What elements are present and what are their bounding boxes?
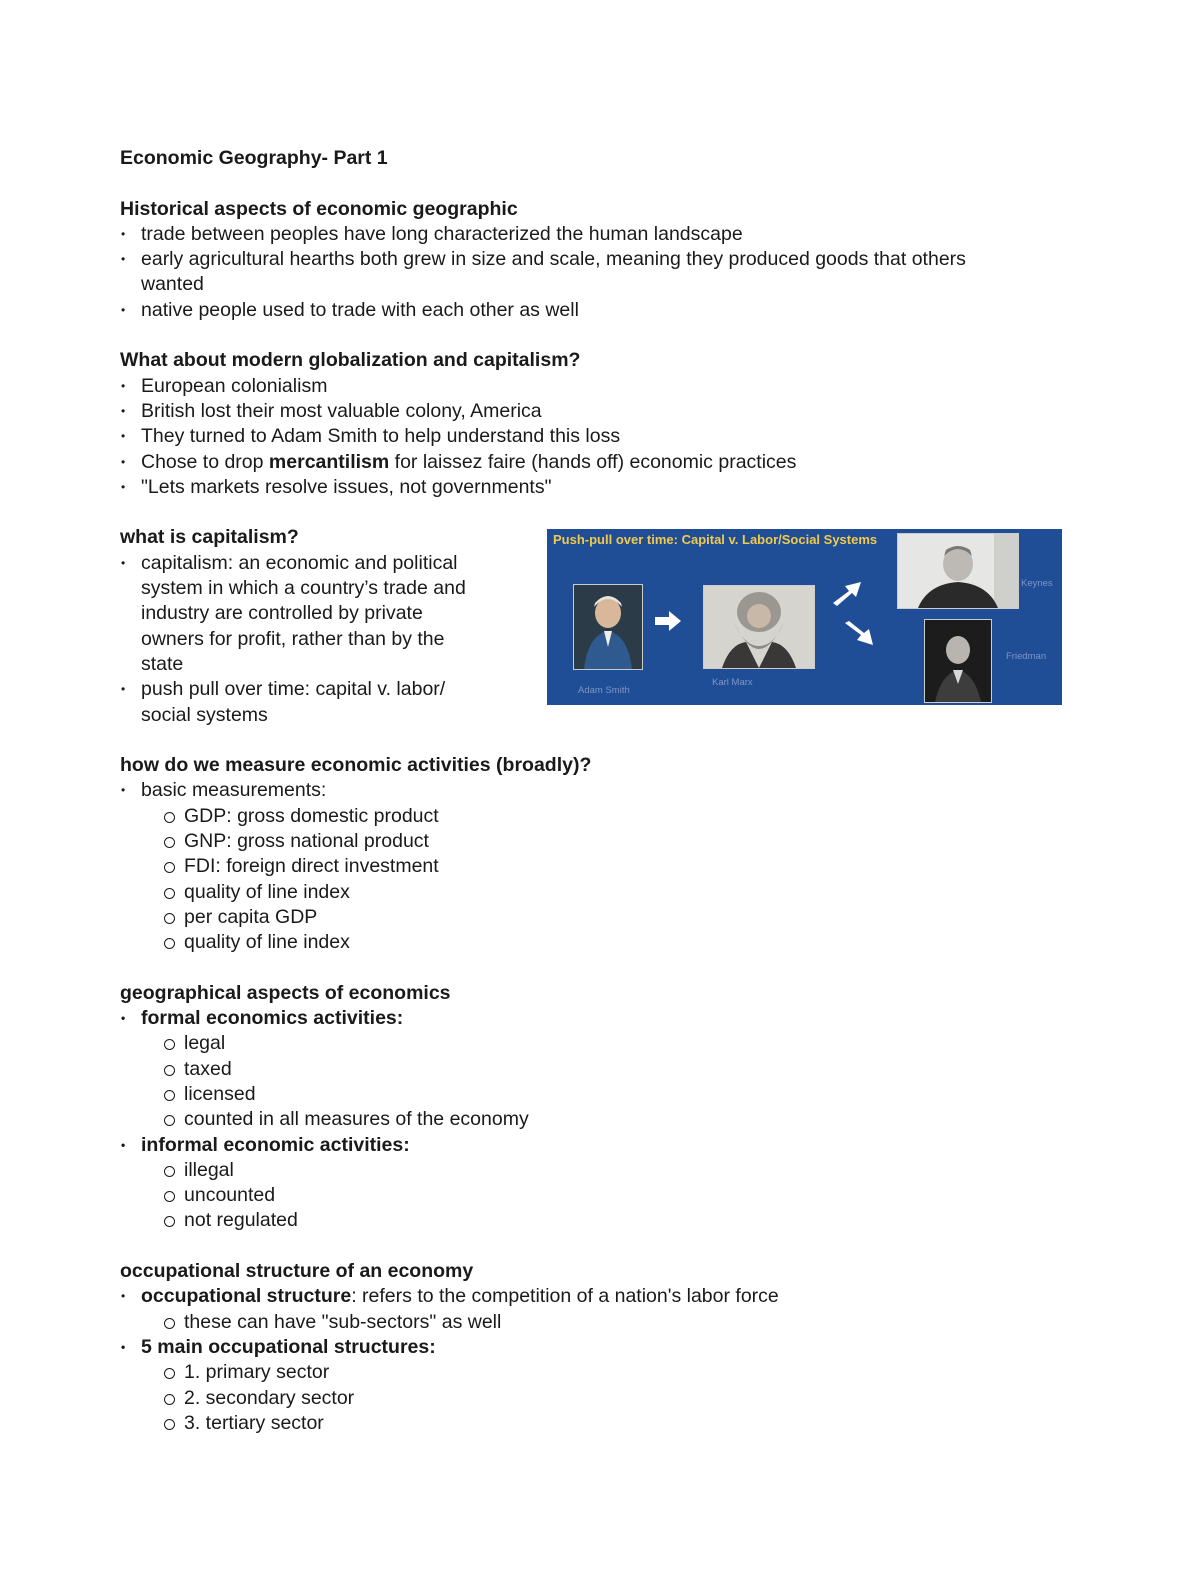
sub-list-item: licensed (120, 1082, 1080, 1107)
section-heading-measure: how do we measure economic activities (broadly)? (120, 754, 592, 777)
text: for laissez faire (hands off) economic practices (389, 450, 797, 473)
list-item: • capitalism: an economic and political (120, 551, 1080, 576)
sub-list-item: FDI: foreign direct investment (120, 854, 1080, 879)
sub-list-item: not regulated (120, 1208, 1080, 1233)
bold-term: occupational structure (141, 1285, 352, 1308)
text: Chose to drop (141, 450, 269, 473)
section-heading-historical: Historical aspects of economic geographic (120, 197, 518, 220)
list-item: • European colonialism (120, 374, 1080, 399)
document-body (120, 146, 1080, 1436)
list-item: • basic measurements: (120, 778, 1080, 803)
list-item: • British lost their most valuable colony, America (120, 399, 1080, 424)
caption-friedman: Friedman (1006, 651, 1047, 662)
sub-list-item: GDP: gross domestic product (120, 804, 1080, 829)
list-item-continuation: social systems (141, 703, 268, 726)
list-item: • trade between peoples have long characterized the human landscape (120, 222, 1080, 247)
caption-karl-marx: Karl Marx (712, 677, 753, 688)
list-item-mercantilism (120, 450, 1080, 475)
list-item: • push pull over time: capital v. labor/ (120, 677, 1080, 702)
list-item: • "Lets markets resolve issues, not governments" (120, 475, 1080, 500)
section-heading-geographical: geographical aspects of economics (120, 981, 451, 1004)
sub-list-item: illegal (120, 1158, 1080, 1183)
sub-list-item: legal (120, 1031, 1080, 1056)
section-heading-capitalism: what is capitalism? (120, 526, 299, 549)
friedman-portrait (924, 619, 992, 703)
sub-list-item: per capita GDP (120, 905, 1080, 930)
section-heading-globalization: What about modern globalization and capitalism? (120, 349, 581, 372)
sub-list-item: GNP: gross national product (120, 829, 1080, 854)
list-item-formal: • formal economics activities: (120, 1006, 1080, 1031)
adam-smith-portrait (573, 584, 643, 670)
arrow-up-right-icon (829, 579, 865, 615)
arrow-down-right-icon (841, 619, 877, 655)
caption-keynes: Keynes (1021, 578, 1053, 589)
caption-adam-smith: Adam Smith (578, 685, 630, 696)
document-title: Economic Geography- Part 1 (120, 147, 388, 169)
list-item: • They turned to Adam Smith to help understand this loss (120, 424, 1080, 449)
list-item-occupational-structure (120, 1284, 1080, 1309)
sub-list-item: quality of line index (120, 930, 1080, 955)
list-item-continuation: industry are controlled by private (141, 602, 423, 625)
list-item: • early agricultural hearths both grew in size and scale, meaning they produced goods that others (120, 247, 1080, 272)
list-item-continuation: state (141, 652, 184, 675)
sub-list-item: 1. primary sector (120, 1360, 1080, 1385)
text: : refers to the competition of a nation's labor force (351, 1285, 779, 1308)
list-item-main-structures (120, 1335, 1080, 1360)
keynes-portrait (897, 533, 1019, 609)
bold-term: mercantilism (268, 450, 390, 473)
list-item-continuation: owners for profit, rather than by the (141, 627, 445, 650)
arrow-right-icon (653, 609, 683, 639)
sub-list-item: uncounted (120, 1183, 1080, 1208)
sub-list-item: quality of line index (120, 880, 1080, 905)
sub-list-item: 2. secondary sector (120, 1386, 1080, 1411)
sub-list-item: these can have "sub-sectors" as well (120, 1310, 1080, 1335)
bold-term: 5 main occupational structures (141, 1335, 430, 1358)
list-item-continuation: wanted (141, 273, 204, 296)
sub-list-item: taxed (120, 1057, 1080, 1082)
list-item-informal: • informal economic activities: (120, 1133, 1080, 1158)
capital-labor-figure (547, 529, 1062, 705)
sub-list-item: 3. tertiary sector (120, 1411, 1080, 1436)
section-heading-occupational: occupational structure of an economy (120, 1260, 474, 1283)
sub-list-item: counted in all measures of the economy (120, 1107, 1080, 1132)
figure-title: Push-pull over time: Capital v. Labor/Social Systems (553, 532, 878, 547)
karl-marx-portrait (703, 585, 815, 669)
list-item-continuation: system in which a country’s trade and (141, 577, 466, 600)
colon: : (429, 1335, 436, 1358)
list-item: • native people used to trade with each other as well (120, 298, 1080, 323)
